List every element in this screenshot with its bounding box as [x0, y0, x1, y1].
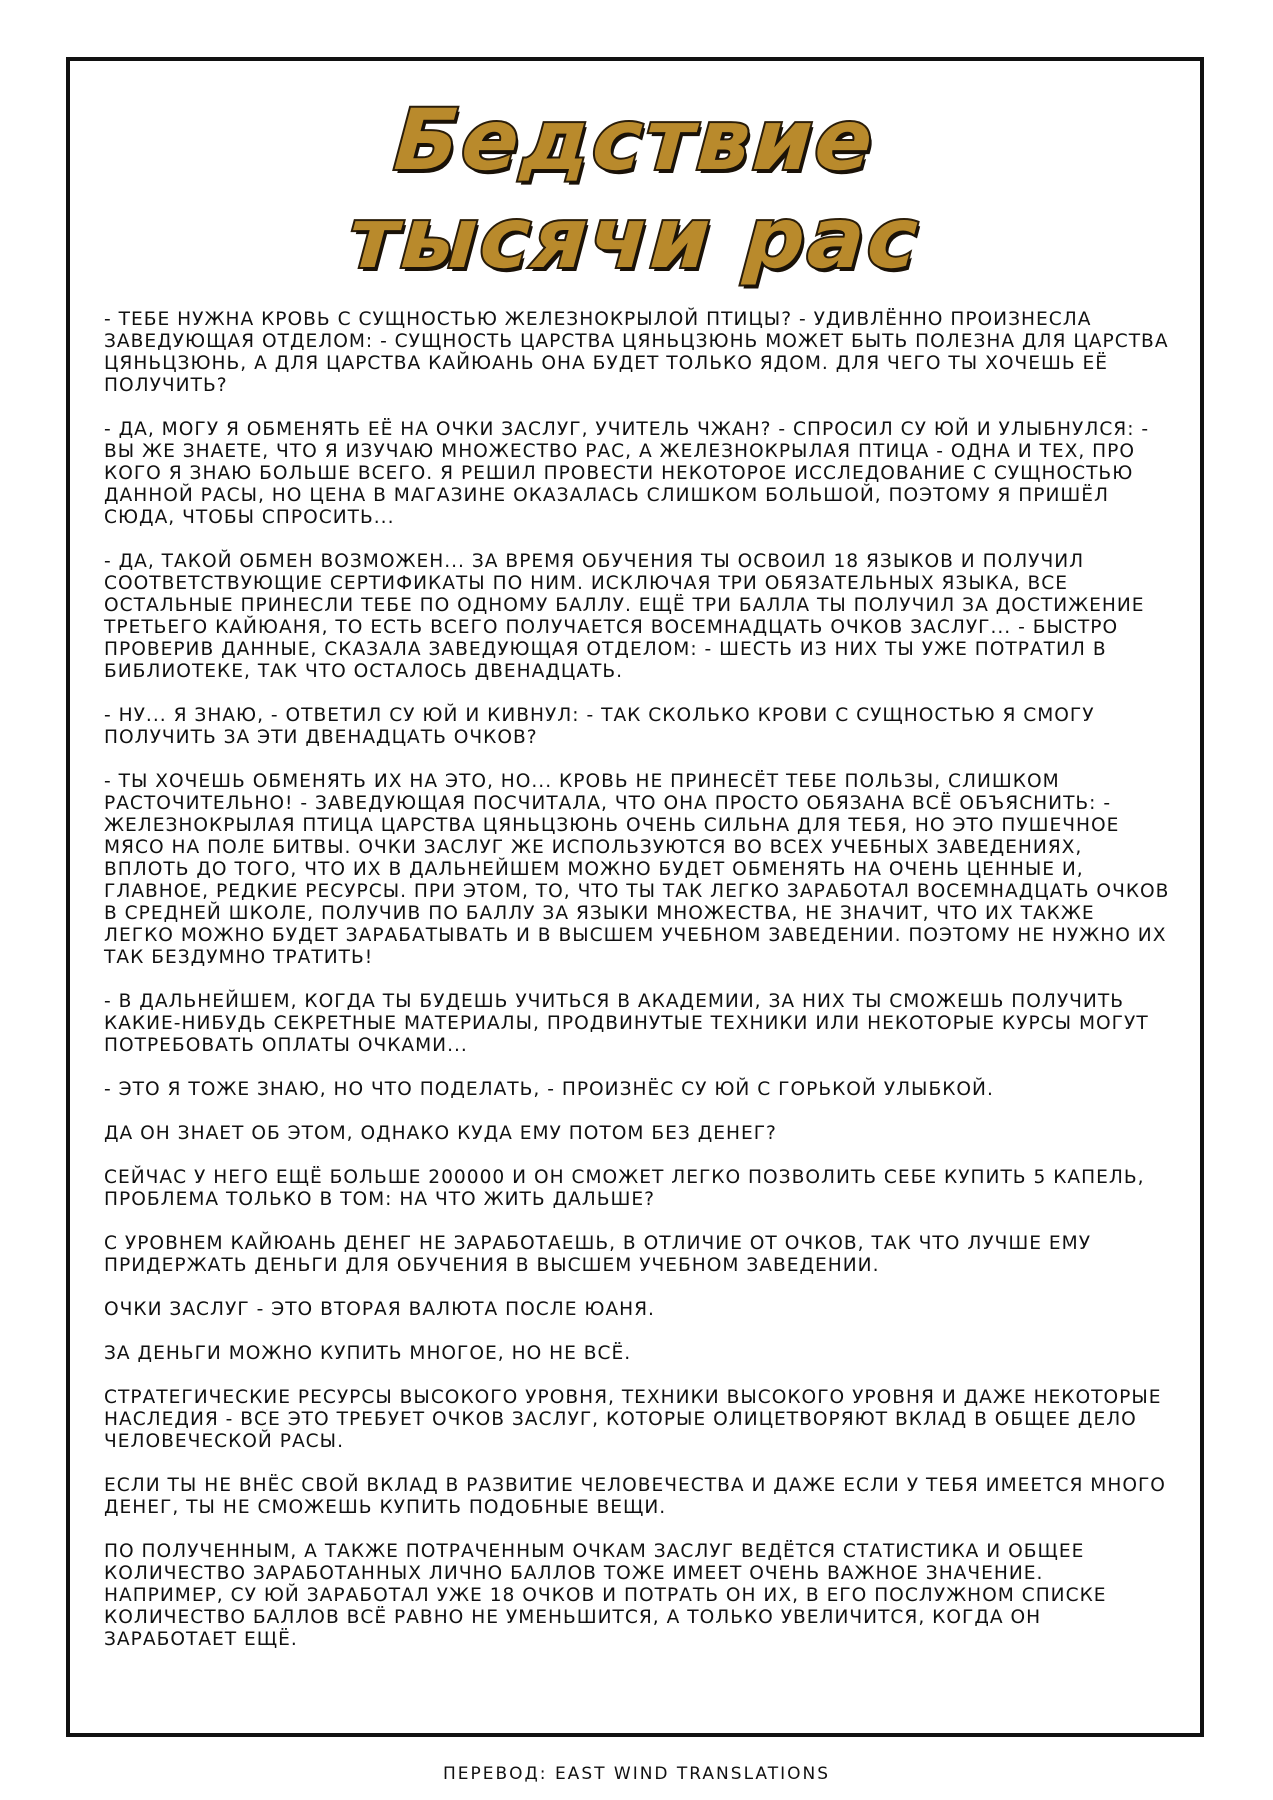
- paragraph: - В ДАЛЬНЕЙШЕМ, КОГДА ТЫ БУДЕШЬ УЧИТЬСЯ В АКАДЕМИИ, ЗА НИХ ТЫ СМОЖЕШЬ ПОЛУЧИТЬ КАКИЕ-НИБУДЬ СЕКРЕТНЫЕ МАТЕРИАЛЫ, ПРОДВИНУТЫЕ ТЕХНИКИ ИЛИ НЕКОТОРЫЕ КУРСЫ МОГУТ ПОТРЕБОВАТЬ ОПЛАТЫ ОЧКАМИ...: [104, 991, 1149, 1056]
- paragraph: - ТЫ ХОЧЕШЬ ОБМЕНЯТЬ ИХ НА ЭТО, НО... КРОВЬ НЕ ПРИНЕСЁТ ТЕБЕ ПОЛЬЗЫ, СЛИШКОМ РАСТОЧИТЕЛЬНО! - ЗАВЕДУЮЩАЯ ПОСЧИТАЛА, ЧТО ОНА ПРОСТО ОБЯЗАНА ВСЁ ОБЪЯСНИТЬ: - ЖЕЛЕЗНОКРЫЛАЯ ПТИЦА ЦАРСТВА ЦЯНЬЦЗЮНЬ ОЧЕНЬ СИЛЬНА ДЛЯ ТЕБЯ, НО ЭТО ПУШЕЧНОЕ МЯСО НА ПОЛЕ БИТВЫ. ОЧКИ ЗАСЛУГ ЖЕ ИСПОЛЬЗУЮТСЯ ВО ВСЕХ УЧЕБНЫХ ЗАВЕДЕНИЯХ, ВПЛОТЬ ДО ТОГО, ЧТО ИХ В ДАЛЬНЕЙШЕМ МОЖНО БУДЕТ ОБМЕНЯТЬ НА ОЧЕНЬ ЦЕННЫЕ И, ГЛАВНОЕ, РЕДКИЕ РЕСУРСЫ. ПРИ ЭТОМ, ТО, ЧТО ТЫ ТАК ЛЕГКО ЗАРАБОТАЛ ВОСЕМНАДЦАТЬ ОЧКОВ В СРЕДНЕЙ ШКОЛЕ, ПОЛУЧИВ ПО БАЛЛУ ЗА ЯЗЫКИ МНОЖЕСТВА, НЕ ЗНАЧИТ, ЧТО ИХ ТАКЖЕ ЛЕГКО МОЖНО БУДЕТ ЗАРАБАТЫВАТЬ И В ВЫСШЕМ УЧЕБНОМ ЗАВЕДЕНИИ. ПОЭТОМУ НЕ НУЖНО ИХ ТАК БЕЗДУМНО ТРАТИТЬ!: [104, 771, 1170, 968]
- paragraph: - НУ... Я ЗНАЮ, - ОТВЕТИЛ СУ ЮЙ И КИВНУЛ: - ТАК СКОЛЬКО КРОВИ С СУЩНОСТЬЮ Я СМОГУ ПОЛУЧИТЬ ЗА ЭТИ ДВЕНАДЦАТЬ ОЧКОВ?: [104, 705, 1095, 748]
- title-logo: [70, 91, 1200, 287]
- paragraph: - ДА, МОГУ Я ОБМЕНЯТЬ ЕЁ НА ОЧКИ ЗАСЛУГ, УЧИТЕЛЬ ЧЖАН? - СПРОСИЛ СУ ЮЙ И УЛЫБНУЛСЯ: - ВЫ ЖЕ ЗНАЕТЕ, ЧТО Я ИЗУЧАЮ МНОЖЕСТВО РАС, А ЖЕЛЕЗНОКРЫЛАЯ ПТИЦА - ОДНА И ТЕХ, ПРО КОГО Я ЗНАЮ БОЛЬШЕ ВСЕГО. Я РЕШИЛ ПРОВЕСТИ НЕКОТОРОЕ ИССЛЕДОВАНИЕ С СУЩНОСТЬЮ ДАННОЙ РАСЫ, НО ЦЕНА В МАГАЗИНЕ ОКАЗАЛАСЬ СЛИШКОМ БОЛЬШОЙ, ПОЭТОМУ Я ПРИШЁЛ СЮДА, ЧТОБЫ СПРОСИТЬ...: [104, 419, 1150, 528]
- paragraph: ДА ОН ЗНАЕТ ОБ ЭТОМ, ОДНАКО КУДА ЕМУ ПОТОМ БЕЗ ДЕНЕГ?: [104, 1123, 777, 1144]
- paragraph: ЕСЛИ ТЫ НЕ ВНЁС СВОЙ ВКЛАД В РАЗВИТИЕ ЧЕЛОВЕЧЕСТВА И ДАЖЕ ЕСЛИ У ТЕБЯ ИМЕЕТСЯ МНОГО ДЕНЕГ, ТЫ НЕ СМОЖЕШЬ КУПИТЬ ПОДОБНЫЕ ВЕЩИ.: [104, 1475, 1166, 1518]
- title-line-1: Бедствие: [391, 91, 879, 189]
- paragraph: - ДА, ТАКОЙ ОБМЕН ВОЗМОЖЕН... ЗА ВРЕМЯ ОБУЧЕНИЯ ТЫ ОСВОИЛ 18 ЯЗЫКОВ И ПОЛУЧИЛ СООТВЕТСТВУЮЩИЕ СЕРТИФИКАТЫ ПО НИМ. ИСКЛЮЧАЯ ТРИ ОБЯЗАТЕЛЬНЫХ ЯЗЫКА, ВСЕ ОСТАЛЬНЫЕ ПРИНЕСЛИ ТЕБЕ ПО ОДНОМУ БАЛЛУ. ЕЩЁ ТРИ БАЛЛА ТЫ ПОЛУЧИЛ ЗА ДОСТИЖЕНИЕ ТРЕТЬЕГО КАЙЮАНЯ, ТО ЕСТЬ ВСЕГО ПОЛУЧАЕТСЯ ВОСЕМНАДЦАТЬ ОЧКОВ ЗАСЛУГ... - БЫСТРО ПРОВЕРИВ ДАННЫЕ, СКАЗАЛА ЗАВЕДУЮЩАЯ ОТДЕЛОМ: - ШЕСТЬ ИЗ НИХ ТЫ УЖЕ ПОТРАТИЛ В БИБЛИОТЕКЕ, ТАК ЧТО ОСТАЛОСЬ ДВЕНАДЦАТЬ.: [104, 551, 1145, 682]
- paragraph: СТРАТЕГИЧЕСКИЕ РЕСУРСЫ ВЫСОКОГО УРОВНЯ, ТЕХНИКИ ВЫСОКОГО УРОВНЯ И ДАЖЕ НЕКОТОРЫЕ НАСЛЕДИЯ - ВСЕ ЭТО ТРЕБУЕТ ОЧКОВ ЗАСЛУГ, КОТОРЫЕ ОЛИЦЕТВОРЯЮТ ВКЛАД В ОБЩЕЕ ДЕЛО ЧЕЛОВЕЧЕСКОЙ РАСЫ.: [104, 1387, 1162, 1452]
- page-frame: [66, 57, 1204, 1737]
- title-line-2: тысячи рас: [346, 189, 924, 287]
- translation-credit: ПЕРЕВОД: EAST WIND TRANSLATIONS: [442, 1764, 831, 1784]
- paragraph: - ЭТО Я ТОЖЕ ЗНАЮ, НО ЧТО ПОДЕЛАТЬ, - ПРОИЗНЁС СУ ЮЙ С ГОРЬКОЙ УЛЫБКОЙ.: [104, 1079, 994, 1100]
- paragraph: С УРОВНЕМ КАЙЮАНЬ ДЕНЕГ НЕ ЗАРАБОТАЕШЬ, В ОТЛИЧИЕ ОТ ОЧКОВ, ТАК ЧТО ЛУЧШЕ ЕМУ ПРИДЕРЖАТЬ ДЕНЬГИ ДЛЯ ОБУЧЕНИЯ В ВЫСШЕМ УЧЕБНОМ ЗАВЕДЕНИИ.: [104, 1233, 1092, 1276]
- paragraph: СЕЙЧАС У НЕГО ЕЩЁ БОЛЬШЕ 200000 И ОН СМОЖЕТ ЛЕГКО ПОЗВОЛИТЬ СЕБЕ КУПИТЬ 5 КАПЕЛЬ, ПРОБЛЕМА ТОЛЬКО В ТОМ: НА ЧТО ЖИТЬ ДАЛЬШЕ?: [104, 1167, 1145, 1210]
- paragraph: - ТЕБЕ НУЖНА КРОВЬ С СУЩНОСТЬЮ ЖЕЛЕЗНОКРЫЛОЙ ПТИЦЫ? - УДИВЛЁННО ПРОИЗНЕСЛА ЗАВЕДУЮЩАЯ ОТДЕЛОМ: - СУЩНОСТЬ ЦАРСТВА ЦЯНЬЦЗЮНЬ МОЖЕТ БЫТЬ ПОЛЕЗНА ДЛЯ ЦАРСТВА ЦЯНЬЦЗЮНЬ, А ДЛЯ ЦАРСТВА КАЙЮАНЬ ОНА БУДЕТ ТОЛЬКО ЯДОМ. ДЛЯ ЧЕГО ТЫ ХОЧЕШЬ ЕЁ ПОЛУЧИТЬ?: [104, 309, 1169, 396]
- body-text: [104, 309, 1170, 1673]
- paragraph: ПО ПОЛУЧЕННЫМ, А ТАКЖЕ ПОТРАЧЕННЫМ ОЧКАМ ЗАСЛУГ ВЕДЁТСЯ СТАТИСТИКА И ОБЩЕЕ КОЛИЧЕСТВО ЗАРАБОТАННЫХ ЛИЧНО БАЛЛОВ ТОЖЕ ИМЕЕТ ОЧЕНЬ ВАЖНОЕ ЗНАЧЕНИЕ. НАПРИМЕР, СУ ЮЙ ЗАРАБОТАЛ УЖЕ 18 ОЧКОВ И ПОТРАТЬ ОН ИХ, В ЕГО ПОСЛУЖНОМ СПИСКЕ КОЛИЧЕСТВО БАЛЛОВ ВСЁ РАВНО НЕ УМЕНЬШИТСЯ, А ТОЛЬКО УВЕЛИЧИТСЯ, КОГДА ОН ЗАРАБОТАЕТ ЕЩЁ.: [104, 1541, 1107, 1650]
- paragraph: ЗА ДЕНЬГИ МОЖНО КУПИТЬ МНОГОЕ, НО НЕ ВСЁ.: [104, 1343, 632, 1364]
- paragraph: ОЧКИ ЗАСЛУГ - ЭТО ВТОРАЯ ВАЛЮТА ПОСЛЕ ЮАНЯ.: [104, 1299, 655, 1320]
